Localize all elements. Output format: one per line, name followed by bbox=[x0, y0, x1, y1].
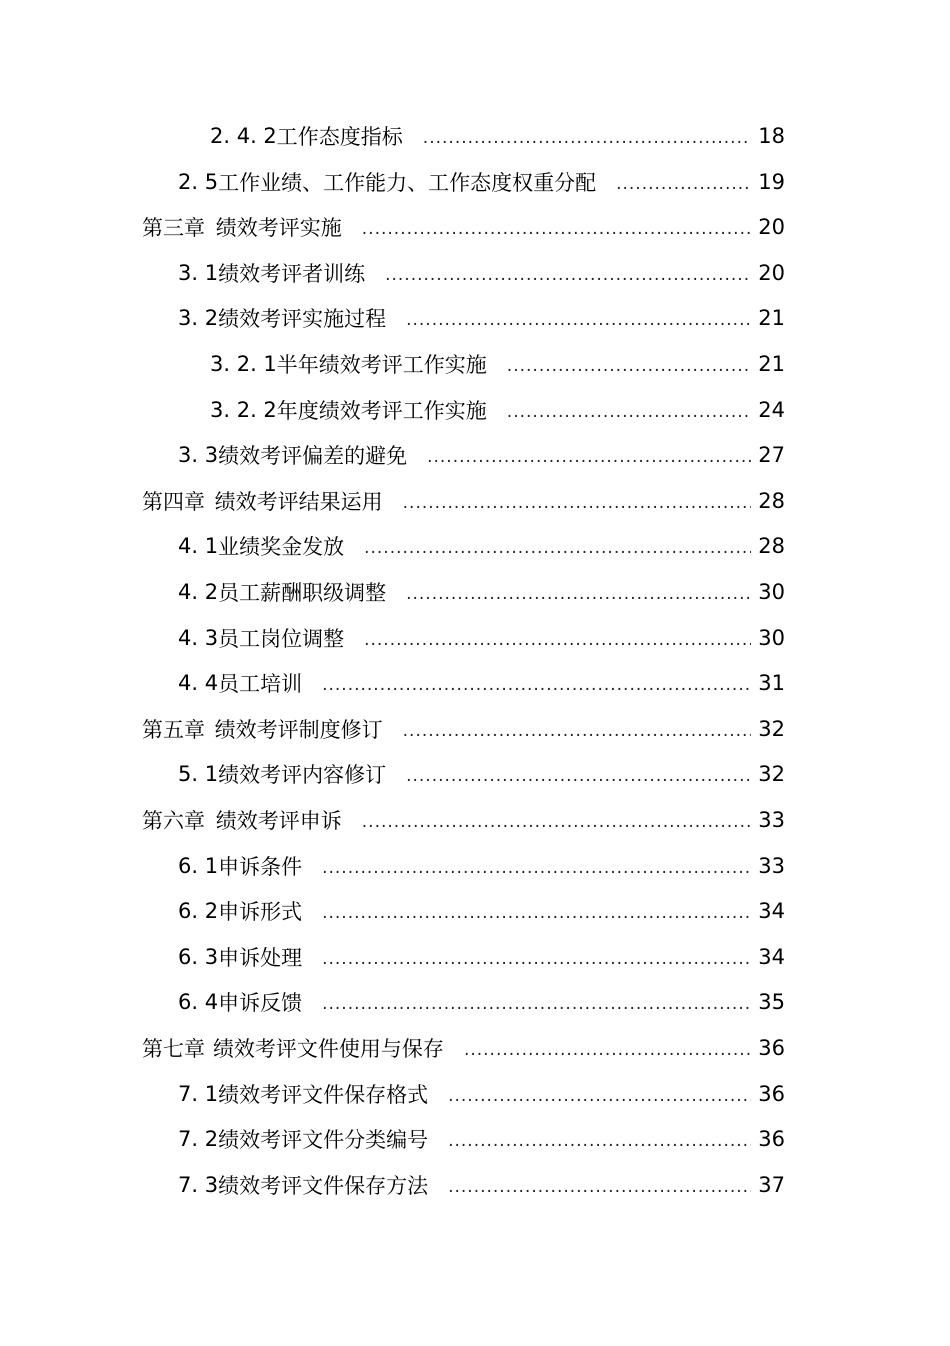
toc-entry-title: 绩效考评制度修订 bbox=[214, 717, 383, 742]
toc-section-entry[interactable] bbox=[178, 618, 785, 658]
toc-section-entry[interactable] bbox=[210, 116, 785, 156]
toc-entry-title: 工作态度指标 bbox=[276, 125, 403, 149]
toc-entry-number: 第五章 bbox=[142, 717, 205, 742]
toc-entry-number: 4. 2 bbox=[178, 580, 219, 604]
toc-entry-number: 2. 4. 2 bbox=[210, 124, 277, 148]
toc-dot-leader bbox=[616, 164, 751, 204]
toc-entry-number: 6. 1 bbox=[178, 853, 219, 878]
toc-entry-number: 7. 1 bbox=[178, 1081, 219, 1106]
toc-page-number: 18 bbox=[758, 124, 785, 148]
toc-entry-title: 绩效考评文件保存格式 bbox=[218, 1082, 429, 1107]
toc-entry-number: 4. 4 bbox=[178, 671, 219, 696]
toc-dot-leader bbox=[427, 437, 751, 477]
toc-entry-number: 6. 3 bbox=[178, 944, 219, 969]
toc-dot-leader bbox=[362, 209, 751, 249]
toc-section-entry[interactable] bbox=[178, 754, 785, 794]
toc-entry-number: 第六章 bbox=[142, 809, 205, 833]
toc-dot-leader bbox=[406, 574, 751, 614]
toc-entry-number: 3. 2. 2 bbox=[210, 397, 277, 422]
toc-entry-number: 7. 3 bbox=[178, 1172, 219, 1197]
toc-entry-title: 半年绩效考评工作实施 bbox=[276, 353, 487, 377]
toc-page-number: 34 bbox=[758, 944, 785, 969]
toc-page-number: 27 bbox=[758, 443, 785, 468]
toc-entry-title: 绩效考评内容修订 bbox=[218, 763, 387, 788]
toc-entry-number: 5. 1 bbox=[178, 762, 219, 787]
toc-entry-number: 第四章 bbox=[142, 489, 205, 514]
toc-dot-leader bbox=[364, 620, 751, 660]
toc-page-number: 28 bbox=[758, 488, 785, 513]
toc-entry-title: 绩效考评实施 bbox=[215, 216, 342, 241]
toc-entry-number: 6. 4 bbox=[178, 990, 219, 1015]
toc-section-entry[interactable] bbox=[178, 572, 785, 612]
toc-entry-title: 绩效考评偏差的避免 bbox=[218, 444, 408, 469]
toc-dot-leader bbox=[403, 483, 751, 523]
toc-entry-title: 申诉形式 bbox=[218, 900, 303, 925]
toc-page-number: 36 bbox=[758, 1127, 785, 1152]
toc-section-entry[interactable] bbox=[210, 390, 785, 430]
toc-section-entry[interactable] bbox=[178, 162, 785, 202]
toc-dot-leader bbox=[322, 848, 751, 888]
toc-section-entry[interactable] bbox=[178, 435, 785, 475]
toc-entry-title: 绩效考评结果运用 bbox=[214, 489, 383, 514]
toc-section-entry[interactable] bbox=[178, 1165, 785, 1205]
toc-entry-title: 绩效考评者训练 bbox=[218, 261, 366, 286]
toc-chapter-entry[interactable] bbox=[142, 800, 785, 840]
toc-page-number: 34 bbox=[758, 899, 785, 924]
toc-entry-title: 绩效考评文件分类编号 bbox=[218, 1128, 429, 1153]
toc-dot-leader bbox=[322, 939, 751, 979]
toc-page-number: 20 bbox=[758, 260, 785, 285]
toc-page-number: 19 bbox=[758, 169, 785, 194]
toc-chapter-entry[interactable] bbox=[142, 709, 785, 749]
toc-entry-number: 7. 2 bbox=[178, 1127, 219, 1152]
toc-entry-title: 员工培训 bbox=[218, 672, 303, 697]
toc-entry-title: 年度绩效考评工作实施 bbox=[276, 398, 487, 423]
toc-entry-number: 第七章 bbox=[142, 1037, 205, 1061]
toc-entry-number: 6. 2 bbox=[178, 899, 219, 924]
toc-dot-leader bbox=[362, 802, 751, 842]
toc-page-number: 37 bbox=[758, 1172, 785, 1197]
toc-entry-number: 3. 2. 1 bbox=[210, 352, 277, 376]
toc-page-number: 36 bbox=[758, 1081, 785, 1106]
toc-dot-leader bbox=[448, 1167, 751, 1207]
toc-entry-title: 申诉反馈 bbox=[218, 991, 303, 1016]
toc-section-entry[interactable] bbox=[210, 344, 785, 384]
toc-entry-number: 3. 1 bbox=[178, 260, 219, 285]
toc-dot-leader bbox=[448, 1076, 751, 1116]
toc-section-entry[interactable] bbox=[178, 663, 785, 703]
toc-dot-leader bbox=[322, 984, 751, 1024]
toc-entry-number: 4. 3 bbox=[178, 625, 219, 650]
toc-entry-title: 申诉处理 bbox=[218, 945, 303, 970]
toc-page-number: 32 bbox=[758, 762, 785, 787]
toc-section-entry[interactable] bbox=[178, 937, 785, 977]
toc-entry-number: 4. 1 bbox=[178, 534, 219, 559]
toc-dot-leader bbox=[507, 392, 751, 432]
toc-dot-leader bbox=[464, 1030, 751, 1070]
toc-entry-title: 业绩奖金发放 bbox=[218, 535, 345, 560]
toc-section-entry[interactable] bbox=[178, 253, 785, 293]
toc-entry-number: 第三章 bbox=[142, 216, 205, 241]
toc-section-entry[interactable] bbox=[178, 982, 785, 1022]
toc-dot-leader bbox=[423, 118, 751, 158]
toc-chapter-entry[interactable] bbox=[142, 481, 785, 521]
toc-entry-title: 绩效考评文件保存方法 bbox=[218, 1173, 429, 1198]
toc-section-entry[interactable] bbox=[178, 1119, 785, 1159]
toc-chapter-entry[interactable] bbox=[142, 1028, 785, 1068]
toc-page-number: 35 bbox=[758, 990, 785, 1015]
toc-page-number: 28 bbox=[758, 534, 785, 559]
toc-page-number: 31 bbox=[758, 671, 785, 696]
toc-section-entry[interactable] bbox=[178, 526, 785, 566]
toc-page-number: 30 bbox=[758, 625, 785, 650]
toc-section-entry[interactable] bbox=[178, 1074, 785, 1114]
toc-entry-title: 员工薪酬职级调整 bbox=[218, 581, 387, 605]
toc-entry-title: 绩效考评实施过程 bbox=[218, 307, 387, 332]
toc-chapter-entry[interactable] bbox=[142, 207, 785, 247]
toc-page-number: 24 bbox=[758, 397, 785, 422]
toc-section-entry[interactable] bbox=[178, 298, 785, 338]
toc-page-number: 20 bbox=[758, 215, 785, 240]
toc-dot-leader bbox=[406, 300, 751, 340]
toc-dot-leader bbox=[364, 528, 751, 568]
toc-entry-title: 申诉条件 bbox=[218, 854, 303, 879]
toc-page-number: 33 bbox=[758, 808, 785, 832]
toc-entry-title: 绩效考评申诉 bbox=[215, 809, 342, 833]
toc-entry-number: 3. 3 bbox=[178, 443, 219, 468]
toc-entry-title: 员工岗位调整 bbox=[218, 626, 345, 651]
toc-dot-leader bbox=[507, 346, 751, 386]
toc-dot-leader bbox=[385, 255, 751, 295]
toc-page-number: 33 bbox=[758, 853, 785, 878]
toc-page-number: 21 bbox=[758, 306, 785, 331]
toc-dot-leader bbox=[406, 756, 751, 796]
toc-entry-number: 3. 2 bbox=[178, 306, 219, 331]
toc-section-entry[interactable] bbox=[178, 891, 785, 931]
toc-page-number: 36 bbox=[758, 1036, 785, 1060]
toc-page-number: 30 bbox=[758, 580, 785, 604]
toc-entry-title: 绩效考评文件使用与保存 bbox=[212, 1037, 444, 1061]
toc-dot-leader bbox=[448, 1121, 751, 1161]
toc-entry-title: 工作业绩、工作能力、工作态度权重分配 bbox=[218, 170, 597, 195]
toc-dot-leader bbox=[403, 711, 751, 751]
toc-entry-number: 2. 5 bbox=[178, 169, 219, 194]
toc-dot-leader bbox=[322, 893, 751, 933]
toc-section-entry[interactable] bbox=[178, 846, 785, 886]
toc-page-number: 21 bbox=[758, 352, 785, 376]
toc-page-number: 32 bbox=[758, 716, 785, 741]
toc-dot-leader bbox=[322, 665, 751, 705]
